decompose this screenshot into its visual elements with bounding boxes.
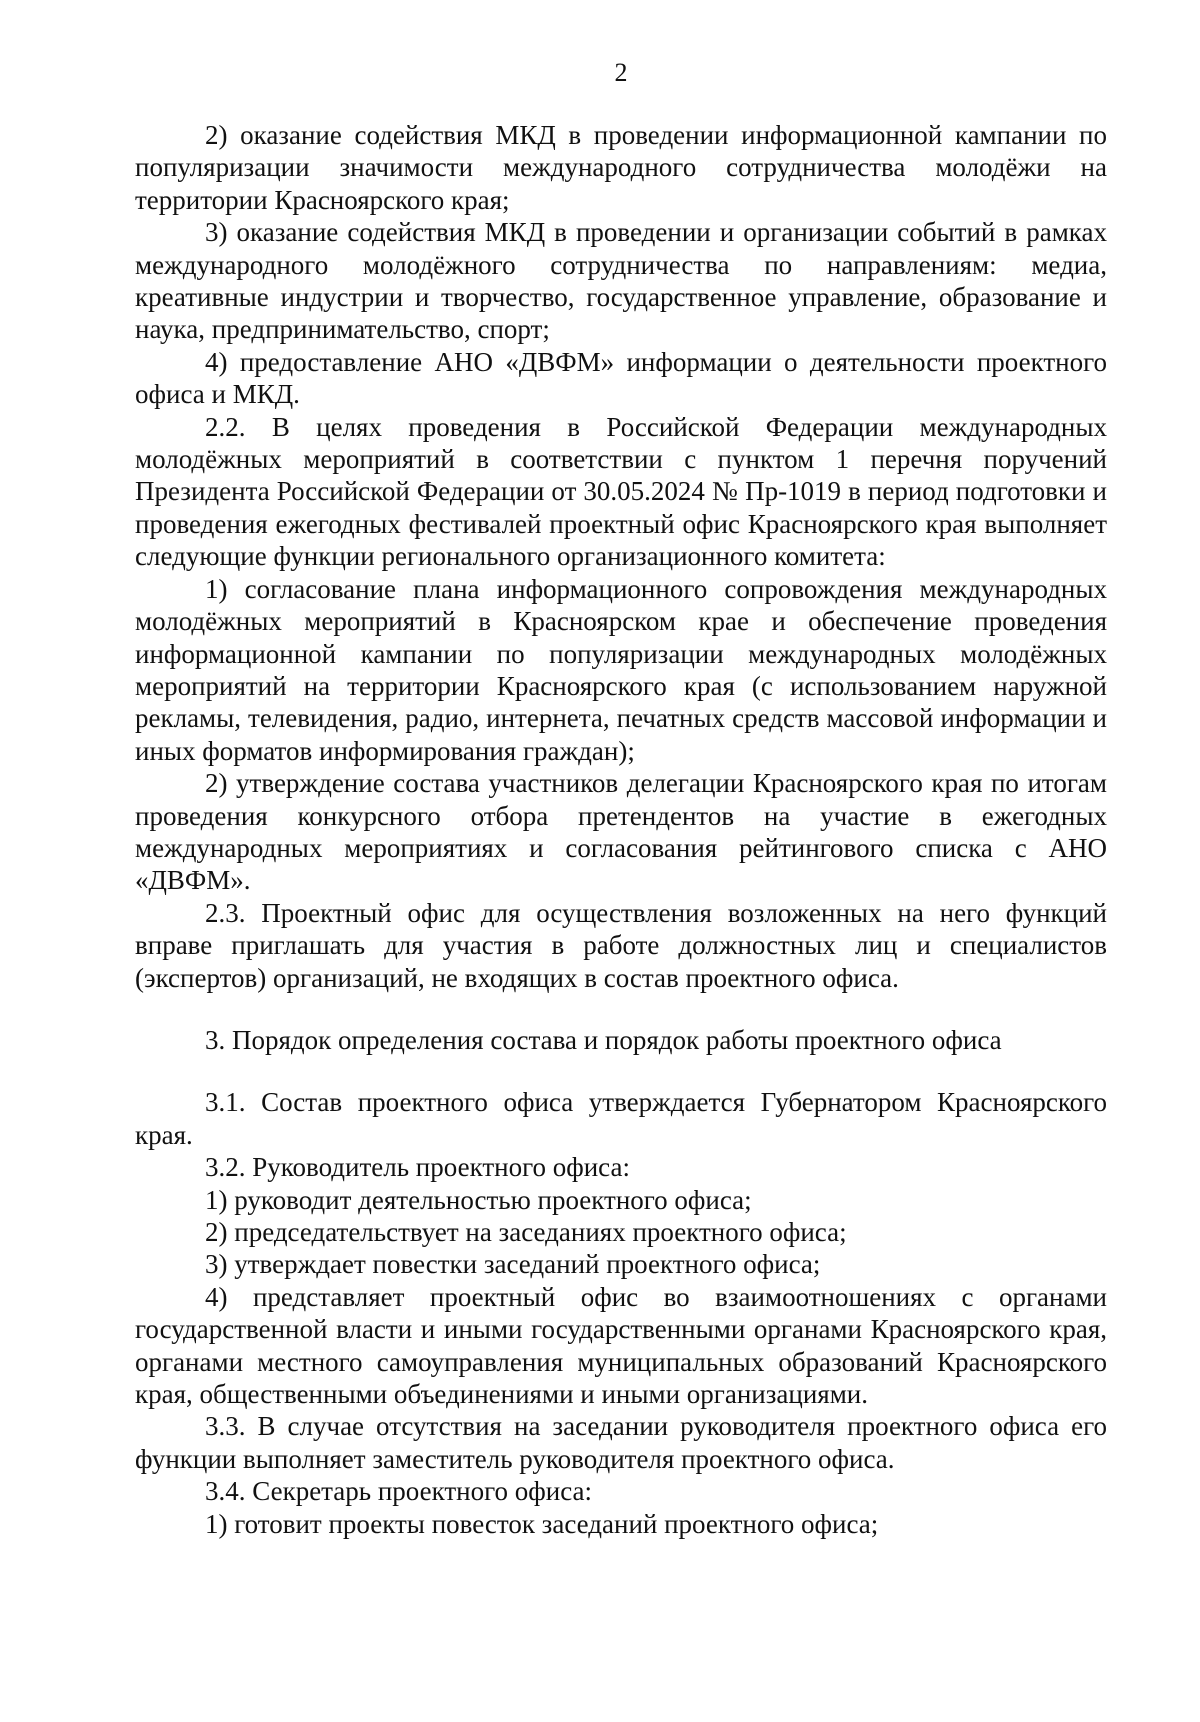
paragraph-2-2-item-2: 2) утверждение состава участников делегации Красноярского края по итогам проведения конкурсного отбора претендентов на участие в ежегодных международных мероприятиях и согласования рейтингового списка с АНО «ДВФМ».	[135, 768, 1107, 896]
paragraph-2-2-item-1: 1) согласование плана информационного сопровождения международных молодёжных мероприятий в Красноярском крае и обеспечение проведения информационной кампании по популяризации международных молодёжных мероприятий на территории Красноярского края (с использованием наружной рекламы, телевидения, радио, интернета, печатных средств массовой информации и иных форматов информирования граждан);	[135, 573, 1107, 766]
paragraph-3-3: 3.3. В случае отсутствия на заседании руководителя проектного офиса его функции выполняет заместитель руководителя проектного офиса.	[135, 1411, 1107, 1474]
paragraph-3-4-item-1: 1) готовит проекты повесток заседаний проектного офиса;	[205, 1508, 879, 1539]
paragraph-3-2-item-2: 2) председательствует на заседаниях проектного офиса;	[205, 1217, 847, 1247]
paragraph-3-2: 3.2. Руководитель проектного офиса:	[205, 1152, 630, 1183]
paragraph-2-2: 2.2. В целях проведения в Российской Федерации международных молодёжных мероприятий в соответствии с пунктом 1 перечня поручений Президента Российской Федерации от 30.05.2024 № Пр-1019 в период подготовки и проведения ежегодных фестивалей проектный офис Красноярского края выполняет следующие функции регионального организационного комитета:	[135, 411, 1107, 572]
paragraph-item-3-events: 3) оказание содействия МКД в проведении и организации событий в рамках международного молодёжного сотрудничества по направлениям: медиа, креативные индустрии и творчество, государственное управление, образование и наука, предпринимательство, спорт;	[135, 217, 1107, 345]
paragraph-3-2-item-1: 1) руководит деятельностью проектного офиса;	[205, 1184, 752, 1215]
paragraph-2-3: 2.3. Проектный офис для осуществления возложенных на него функций вправе приглашать для участия в работе должностных лиц и специалистов (экспертов) организаций, не входящих в состав проектного офиса.	[135, 897, 1107, 993]
paragraph-3-2-item-3: 3) утверждает повестки заседаний проектного офиса;	[205, 1249, 821, 1280]
document-body	[135, 119, 1107, 1540]
paragraph-item-2-info-campaign: 2) оказание содействия МКД в проведении информационной кампании по популяризации значимости международного сотрудничества молодёжи на территории Красноярского края;	[135, 120, 1107, 215]
section-3-heading: 3. Порядок определения состава и порядок работы проектного офиса	[205, 1024, 1002, 1055]
paragraph-item-4-information: 4) предоставление АНО «ДВФМ» информации о деятельности проектного офиса и МКД.	[135, 346, 1107, 410]
page-number: 2	[614, 58, 628, 87]
paragraph-3-2-item-4: 4) представляет проектный офис во взаимоотношениях с органами государственной власти и иными государственными органами Красноярского края, органами местного самоуправления муниципальных образований Красноярского края, общественными объединениями и иными организациями.	[135, 1281, 1107, 1410]
spacer	[135, 1056, 1107, 1086]
paragraph-3-1: 3.1. Состав проектного офиса утверждается Губернатором Красноярского края.	[135, 1087, 1107, 1150]
paragraph-3-4: 3.4. Секретарь проектного офиса:	[205, 1476, 593, 1507]
spacer	[135, 994, 1107, 1024]
